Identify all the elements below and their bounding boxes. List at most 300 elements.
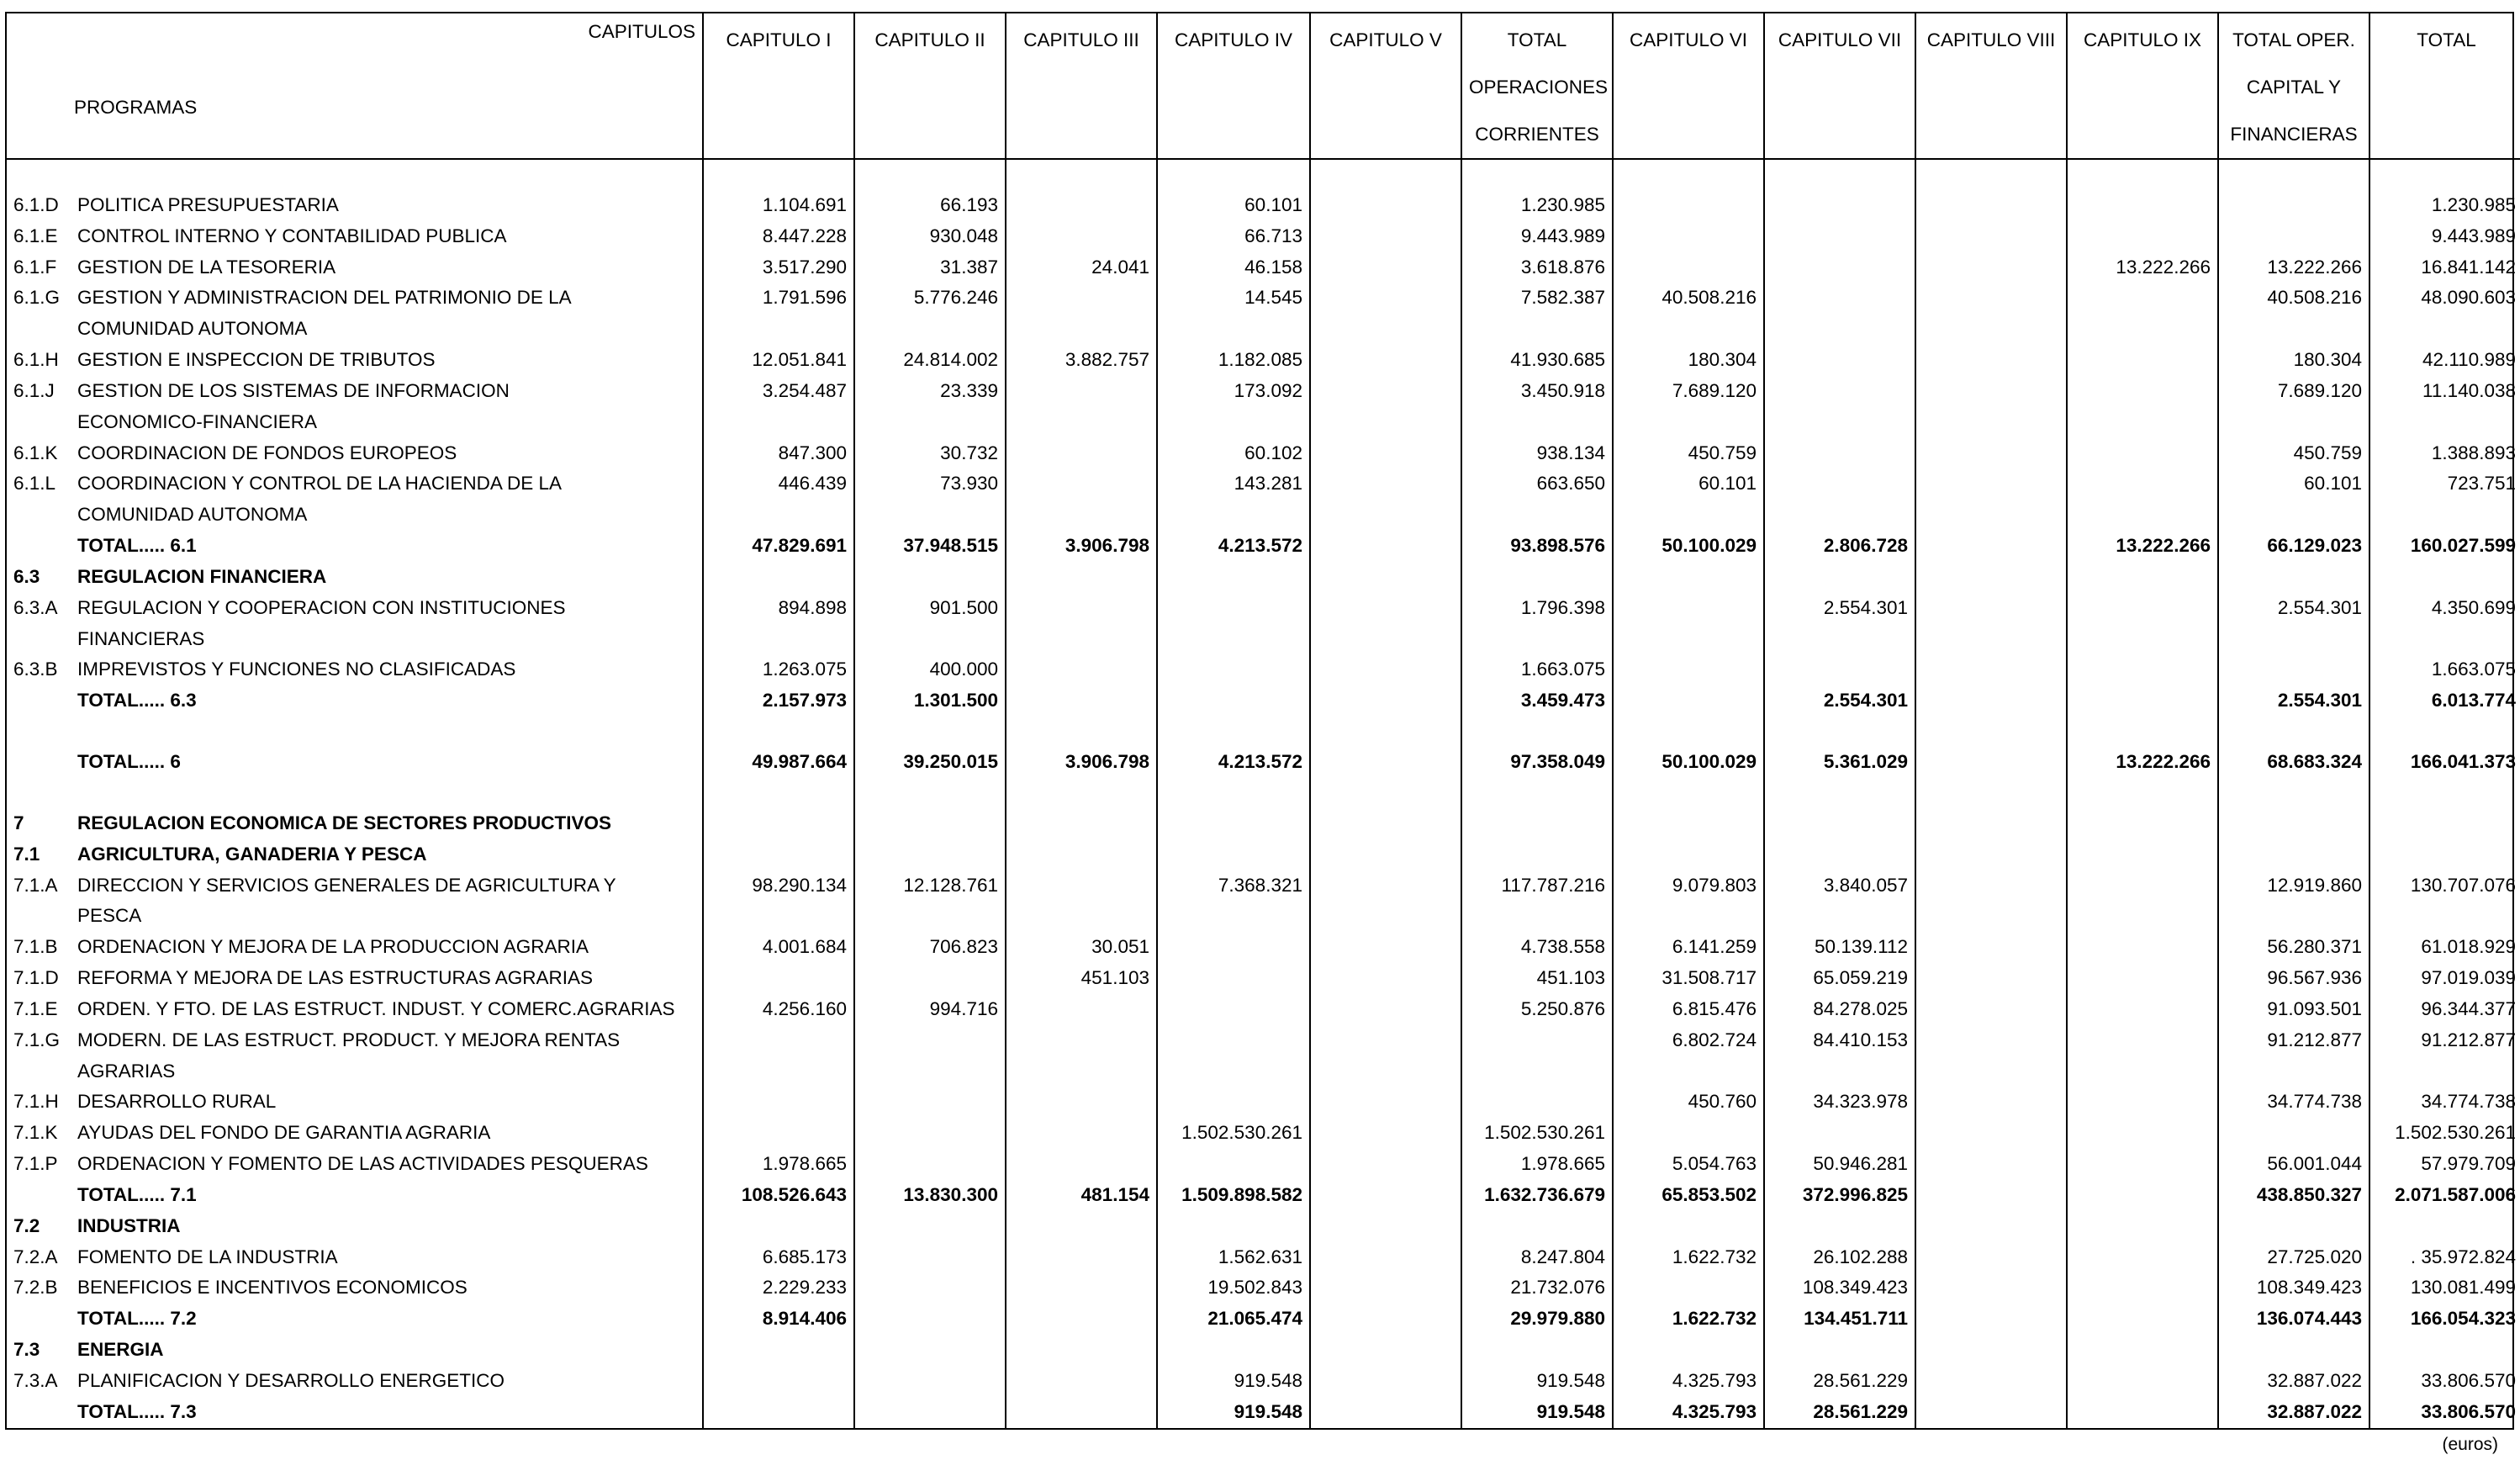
value-cell [1461,1025,1613,1056]
value-cell: 847.300 [703,438,854,469]
value-cell: 47.829.691 [703,531,854,562]
value-cell [2369,407,2520,438]
value-cell [1310,468,1461,500]
value-cell [1006,1211,1157,1242]
value-cell [854,500,1006,531]
value-cell [2067,963,2218,994]
table-row [7,1056,2520,1087]
value-cell: 3.840.057 [1764,870,1915,902]
value-cell [1764,221,1915,252]
value-cell [1915,1149,2067,1180]
value-cell [1915,283,2067,314]
value-cell: 2.554.301 [1764,685,1915,717]
column-header [1157,13,1310,159]
table-row [7,252,2520,283]
table-row [7,932,2520,963]
value-cell [2067,407,2218,438]
program-code: 7.1.P [13,1153,58,1175]
value-cell [703,407,854,438]
empty-cell [703,159,854,190]
value-cell [1613,190,1764,221]
program-label: PESCA [74,901,703,932]
value-cell [1915,654,2067,685]
value-cell [1157,963,1310,994]
empty-cell [2067,778,2218,808]
value-cell: 37.948.515 [854,531,1006,562]
value-cell: 1.562.631 [1157,1242,1310,1273]
column-header-line: CAPITULO I [726,29,832,50]
value-cell [1157,562,1310,593]
column-header-line: OPERACIONES [1469,77,1609,98]
value-cell [1006,1397,1157,1428]
value-cell [1915,1056,2067,1087]
value-cell [1915,562,2067,593]
value-cell: 32.887.022 [2218,1397,2369,1428]
value-cell [1006,407,1157,438]
value-cell [1915,685,2067,717]
value-cell [1613,252,1764,283]
value-cell [1915,407,2067,438]
value-cell: 97.019.039 [2421,967,2516,989]
empty-cell [1915,778,2067,808]
table-row [7,562,2520,593]
table-row [7,1366,2520,1397]
value-cell [2369,314,2520,345]
value-cell: 8.247.804 [1461,1242,1613,1273]
value-cell [1461,1211,1613,1242]
value-cell: 4.213.572 [1157,531,1310,562]
value-cell [703,901,854,932]
program-label: BENEFICIOS E INCENTIVOS ECONOMICOS [74,1272,703,1304]
value-cell [854,1056,1006,1087]
empty-cell [1764,778,1915,808]
value-cell [1915,1025,2067,1056]
value-cell [854,562,1006,593]
empty-cell [74,778,703,808]
value-cell [2067,1242,2218,1273]
value-cell [1006,1149,1157,1180]
program-label: POLITICA PRESUPUESTARIA [74,190,703,221]
value-cell [1310,500,1461,531]
value-cell [1006,1087,1157,1118]
value-cell: 706.823 [854,932,1006,963]
value-cell [1006,994,1157,1025]
table-row [7,1272,2520,1304]
empty-cell [1764,717,1915,747]
total-label: TOTAL..... 7.3 [77,1400,197,1422]
value-cell: 451.103 [1461,963,1613,994]
column-header-line: CAPITULO VII [1778,29,1902,50]
value-cell [1006,1056,1157,1087]
value-cell [703,963,854,994]
value-cell: 97.358.049 [1461,747,1613,778]
column-header-line: CAPITULO IV [1174,29,1293,50]
program-code: 6.1.K [13,442,58,463]
value-cell: 50.946.281 [1764,1149,1915,1180]
value-cell: 23.339 [854,376,1006,407]
value-cell [1310,221,1461,252]
value-cell [1461,407,1613,438]
value-cell: 5.776.246 [854,283,1006,314]
value-cell [1764,1335,1915,1366]
empty-cell [854,717,1006,747]
value-cell [1157,1335,1310,1366]
program-label: REFORMA Y MEJORA DE LAS ESTRUCTURAS AGRARIAS [74,963,703,994]
value-cell: 901.500 [854,593,1006,624]
value-cell [2369,1211,2520,1242]
column-header [1915,13,2067,159]
value-cell [1310,839,1461,870]
column-header-line: CAPITULO III [1023,29,1139,50]
empty-cell [1006,717,1157,747]
value-cell [1310,747,1461,778]
value-cell [1006,1025,1157,1056]
value-cell: 13.222.266 [2218,252,2369,283]
value-cell [1613,407,1764,438]
table-row [7,1087,2520,1118]
total-row [7,747,2520,778]
value-cell [1006,376,1157,407]
program-label: REGULACION FINANCIERA [74,562,703,593]
value-cell [2067,1272,2218,1304]
value-cell [1764,808,1915,839]
value-cell [1006,314,1157,345]
empty-cell [2218,778,2369,808]
value-cell [2067,870,2218,902]
column-header [1461,13,1613,159]
value-cell [1915,531,2067,562]
program-code [7,1304,197,1335]
value-cell [1461,500,1613,531]
value-cell [1461,1056,1613,1087]
table-row [7,624,2520,655]
value-cell: 1.502.530.261 [1157,1118,1310,1149]
program-code [7,901,74,932]
program-code [7,500,74,531]
empty-cell [1461,159,1613,190]
value-cell: 1.230.985 [1461,190,1613,221]
value-cell: 39.250.015 [854,747,1006,778]
value-cell [1310,562,1461,593]
program-code: 6.3.A [13,596,58,618]
empty-cell [1764,159,1915,190]
value-cell [1310,252,1461,283]
value-cell: 130.081.499 [2410,1277,2516,1299]
empty-cell [703,778,854,808]
value-cell [1157,808,1310,839]
value-cell: 91.212.877 [2421,1029,2516,1050]
value-cell: 66.193 [854,190,1006,221]
program-code: 7.3.A [13,1369,58,1391]
value-cell [1613,654,1764,685]
empty-cell [854,778,1006,808]
program-code [7,407,74,438]
program-code: 7.1.E [13,997,58,1019]
value-cell [1461,314,1613,345]
column-header-line: FINANCIERAS [2230,124,2358,145]
empty-cell [1310,159,1461,190]
value-cell [1310,1056,1461,1087]
value-cell: 2.806.728 [1764,531,1915,562]
value-cell: 6.815.476 [1613,994,1764,1025]
value-cell: 1.230.985 [2431,194,2516,215]
value-cell [2369,500,2520,531]
value-cell: 1.978.665 [1461,1149,1613,1180]
value-cell [2067,839,2218,870]
value-cell [703,1087,854,1118]
value-cell [2218,1335,2369,1366]
header-row [7,13,2520,159]
value-cell: 56.280.371 [2218,932,2369,963]
value-cell [1915,1211,2067,1242]
table-row [7,1211,2520,1242]
value-cell [1461,808,1613,839]
value-cell [1915,901,2067,932]
empty-cell [2369,159,2520,190]
value-cell: 108.349.423 [2218,1272,2369,1304]
value-cell [1764,438,1915,469]
value-cell: 73.930 [854,468,1006,500]
program-code [7,685,197,717]
column-header-line: CAPITULO V [1329,29,1442,50]
value-cell: 919.548 [1157,1397,1310,1428]
column-header [1764,13,1915,159]
value-cell [1157,624,1310,655]
value-cell [2218,221,2369,252]
value-cell [1915,252,2067,283]
column-header-line: CAPITAL Y [2246,77,2342,98]
value-cell [703,808,854,839]
value-cell [1310,1366,1461,1397]
program-code: 7 [13,812,24,833]
value-cell [703,562,854,593]
value-cell: 130.707.076 [2410,874,2516,896]
value-cell [2067,376,2218,407]
value-cell: 60.102 [1157,438,1310,469]
value-cell: 5.054.763 [1613,1149,1764,1180]
value-cell [2218,1211,2369,1242]
value-cell [1764,468,1915,500]
value-cell [1915,1087,2067,1118]
value-cell: 450.759 [2218,438,2369,469]
value-cell [703,1335,854,1366]
value-cell: 2.554.301 [2218,593,2369,624]
value-cell: 723.751 [2447,473,2516,495]
table-row [7,468,2520,500]
empty-cell [1613,717,1764,747]
value-cell [703,500,854,531]
value-cell [1764,654,1915,685]
value-cell: 8.447.228 [703,221,854,252]
value-cell [2067,283,2218,314]
value-cell: 180.304 [2218,345,2369,376]
program-code [7,531,197,562]
empty-cell [703,717,854,747]
value-cell [854,1149,1006,1180]
value-cell [1310,685,1461,717]
value-cell: 6.013.774 [2431,690,2516,711]
value-cell [1006,654,1157,685]
value-cell [1915,624,2067,655]
value-cell: 66.713 [1157,221,1310,252]
value-cell [1613,624,1764,655]
value-cell [2067,314,2218,345]
value-cell: 65.059.219 [1764,963,1915,994]
value-cell: 994.716 [854,994,1006,1025]
table-row [7,221,2520,252]
value-cell: 50.100.029 [1613,531,1764,562]
program-code [7,624,74,655]
empty-cell [1157,717,1310,747]
value-cell [1915,376,2067,407]
value-cell [1157,407,1310,438]
value-cell: 16.841.142 [2421,256,2516,278]
value-cell: 108.526.643 [703,1180,854,1211]
value-cell [703,624,854,655]
value-cell [1915,747,2067,778]
empty-cell [1006,778,1157,808]
empty-cell [1461,778,1613,808]
value-cell [1006,1242,1157,1273]
value-cell [703,1118,854,1149]
value-cell [1006,468,1157,500]
value-cell [1006,283,1157,314]
value-cell [1915,994,2067,1025]
value-cell [2067,190,2218,221]
value-cell: 56.001.044 [2218,1149,2369,1180]
value-cell: 24.041 [1006,252,1157,283]
value-cell [1006,1272,1157,1304]
value-cell [854,963,1006,994]
value-cell: 13.222.266 [2067,252,2218,283]
unit-note: (euros) [2442,1435,2498,1454]
value-cell [1157,685,1310,717]
table-row [7,1335,2520,1366]
value-cell: 2.554.301 [2218,685,2369,717]
value-cell [703,1056,854,1087]
value-cell: 9.443.989 [1461,221,1613,252]
value-cell [2067,221,2218,252]
program-label: ORDENACION Y MEJORA DE LA PRODUCCION AGRARIA [74,932,703,963]
program-label: ORDEN. Y FTO. DE LAS ESTRUCT. INDUST. Y COMERC.AGRARIAS [74,994,703,1025]
value-cell: 1.104.691 [703,190,854,221]
program-label: AGRICULTURA, GANADERIA Y PESCA [74,839,703,870]
value-cell: 6.141.259 [1613,932,1764,963]
program-code: 7.2 [13,1214,40,1236]
table-row [7,963,2520,994]
program-label [71,685,700,717]
column-header-line: TOTAL [2417,29,2476,50]
value-cell [854,1242,1006,1273]
total-row [7,685,2520,717]
value-cell: 31.387 [854,252,1006,283]
column-header-line: CAPITULO II [874,29,985,50]
value-cell [2218,190,2369,221]
spacer-row [7,717,2520,747]
value-cell [1006,1335,1157,1366]
value-cell [1613,1056,1764,1087]
empty-cell [2067,159,2218,190]
value-cell [1310,870,1461,902]
empty-cell [2218,717,2369,747]
value-cell [1157,1149,1310,1180]
value-cell: 1.502.530.261 [1461,1118,1613,1149]
value-cell [2067,1025,2218,1056]
value-cell [1915,1335,2067,1366]
value-cell: 93.898.576 [1461,531,1613,562]
empty-cell [1613,778,1764,808]
value-cell [1461,562,1613,593]
value-cell: 14.545 [1157,283,1310,314]
program-code [7,1056,74,1087]
value-cell [1461,839,1613,870]
empty-cell [74,717,703,747]
value-cell [1157,314,1310,345]
program-code [7,1397,197,1428]
value-cell [854,1272,1006,1304]
value-cell [854,1397,1006,1428]
value-cell [854,1304,1006,1335]
value-cell [1310,1025,1461,1056]
value-cell: 4.325.793 [1613,1366,1764,1397]
value-cell [2067,438,2218,469]
table-row [7,190,2520,221]
empty-cell [7,159,74,190]
value-cell: 8.914.406 [703,1304,854,1335]
value-cell [1310,1149,1461,1180]
table-row [7,376,2520,407]
program-label: FINANCIERAS [74,624,703,655]
value-cell [1915,1304,2067,1335]
value-cell [1310,932,1461,963]
value-cell: 1.622.732 [1613,1242,1764,1273]
table-row [7,593,2520,624]
value-cell [1613,901,1764,932]
value-cell [2218,839,2369,870]
program-label: GESTION Y ADMINISTRACION DEL PATRIMONIO DE LA [74,283,703,314]
value-cell [1006,624,1157,655]
value-cell [1310,1397,1461,1428]
program-code: 7.3 [13,1338,40,1360]
header-programs-cell [7,13,703,159]
column-header [854,13,1006,159]
total-label: TOTAL..... 7.1 [77,1183,197,1205]
value-cell [1915,345,2067,376]
program-label: GESTION DE LA TESORERIA [74,252,703,283]
value-cell: 9.079.803 [1613,870,1764,902]
value-cell: 1.301.500 [854,685,1006,717]
value-cell: 451.103 [1006,963,1157,994]
value-cell [1006,839,1157,870]
value-cell [1915,1272,2067,1304]
value-cell [1157,1087,1310,1118]
value-cell [1764,407,1915,438]
value-cell [1461,901,1613,932]
total-row [7,1180,2520,1211]
value-cell [1915,1180,2067,1211]
table-row [7,438,2520,469]
column-header-line: CORRIENTES [1475,124,1599,145]
value-cell: 894.898 [703,593,854,624]
value-cell [1310,314,1461,345]
value-cell: 12.051.841 [703,345,854,376]
value-cell [1613,562,1764,593]
value-cell [703,1366,854,1397]
value-cell: 65.853.502 [1613,1180,1764,1211]
empty-cell [1310,778,1461,808]
value-cell: 91.212.877 [2218,1025,2369,1056]
value-cell: 1.502.530.261 [2395,1122,2516,1144]
